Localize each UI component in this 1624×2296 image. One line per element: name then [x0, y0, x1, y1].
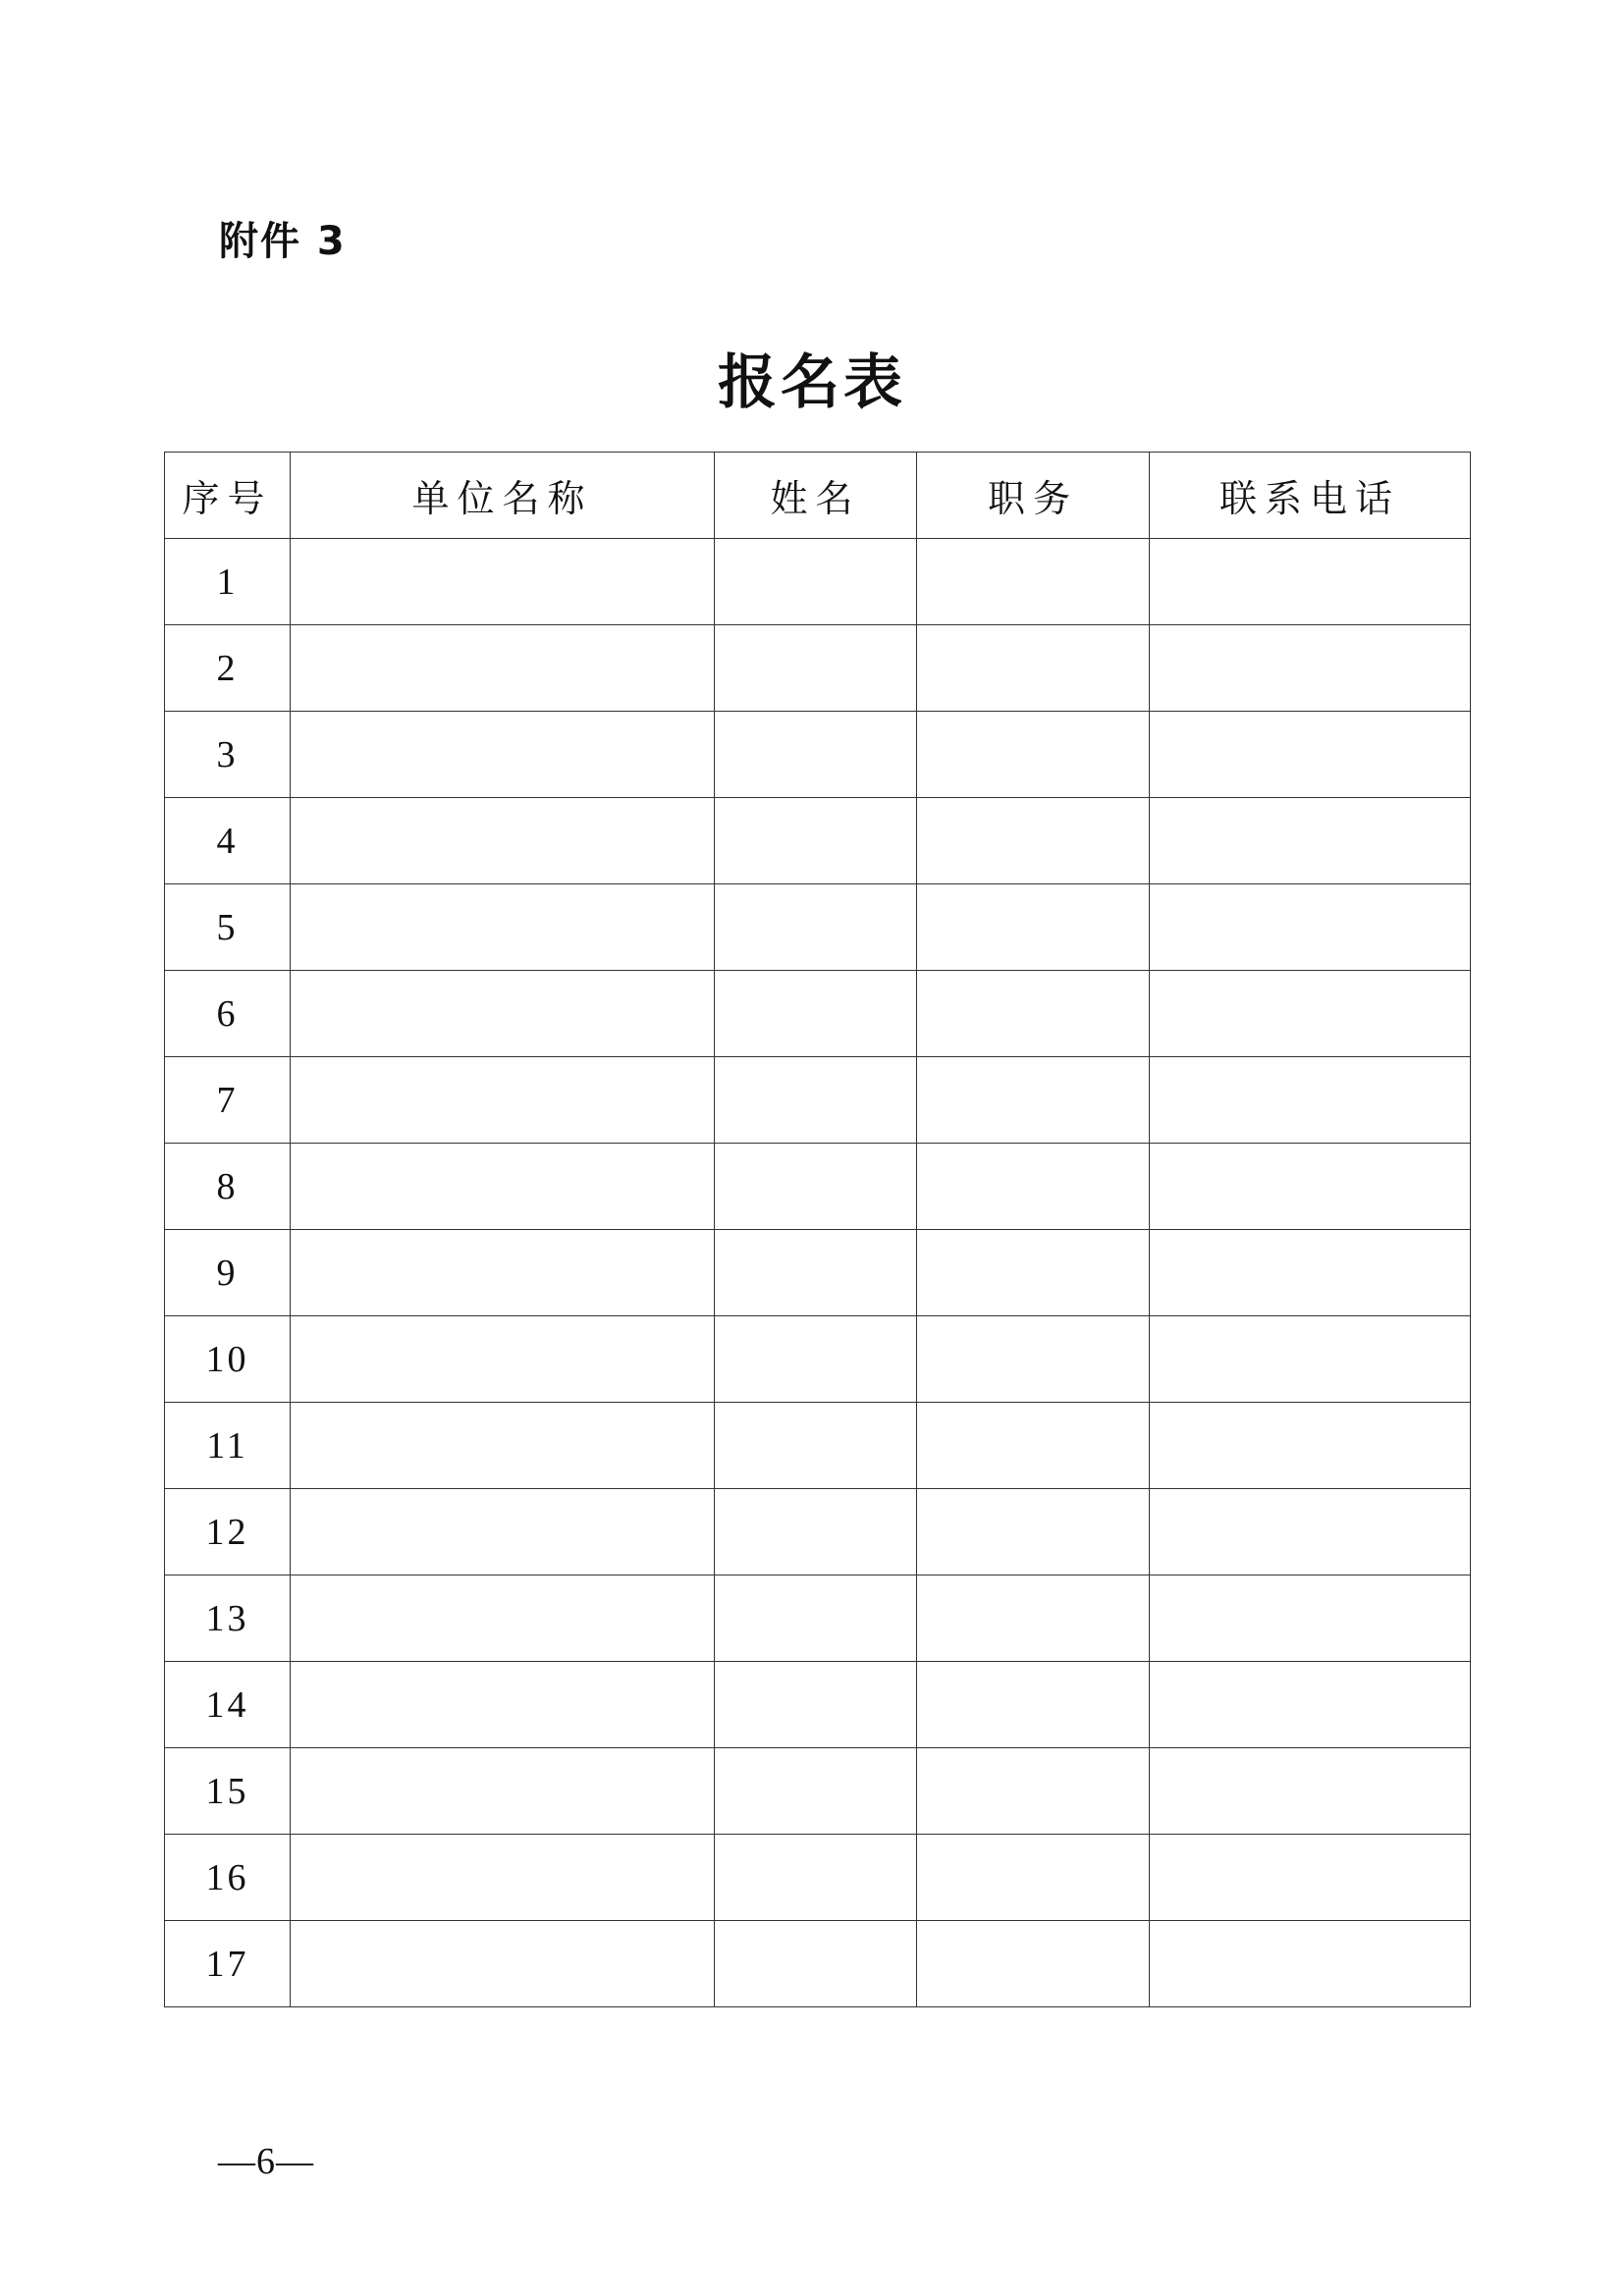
seq-cell: 4 [165, 798, 291, 884]
table-row [165, 1921, 1471, 2007]
position-cell[interactable] [917, 712, 1150, 798]
table-row [165, 1489, 1471, 1575]
name-cell[interactable] [715, 1748, 917, 1835]
table-row [165, 971, 1471, 1057]
seq-cell: 3 [165, 712, 291, 798]
table-row [165, 1057, 1471, 1144]
organization-cell[interactable] [291, 539, 715, 625]
position-cell[interactable] [917, 1662, 1150, 1748]
table-row [165, 1662, 1471, 1748]
table-row [165, 884, 1471, 971]
table-row [165, 1316, 1471, 1403]
table-row [165, 1403, 1471, 1489]
attachment-label: 附件 3 [219, 219, 347, 264]
name-cell[interactable] [715, 798, 917, 884]
name-cell[interactable] [715, 625, 917, 712]
table-row [165, 798, 1471, 884]
header-name: 姓名 [715, 453, 917, 539]
seq-cell: 6 [165, 971, 291, 1057]
organization-cell[interactable] [291, 1921, 715, 2007]
name-cell[interactable] [715, 884, 917, 971]
organization-cell[interactable] [291, 712, 715, 798]
table-row [165, 625, 1471, 712]
header-organization: 单位名称 [291, 453, 715, 539]
position-cell[interactable] [917, 1748, 1150, 1835]
position-cell[interactable] [917, 1835, 1150, 1921]
position-cell[interactable] [917, 1575, 1150, 1662]
position-cell[interactable] [917, 1144, 1150, 1230]
header-seq: 序号 [165, 453, 291, 539]
position-cell[interactable] [917, 1057, 1150, 1144]
organization-cell[interactable] [291, 1489, 715, 1575]
table-row [165, 1144, 1471, 1230]
organization-cell[interactable] [291, 1144, 715, 1230]
name-cell[interactable] [715, 1662, 917, 1748]
table-row [165, 1230, 1471, 1316]
name-cell[interactable] [715, 1403, 917, 1489]
phone-cell[interactable] [1150, 712, 1471, 798]
table-row [165, 712, 1471, 798]
organization-cell[interactable] [291, 971, 715, 1057]
page-title: 报名表 [718, 348, 906, 417]
phone-cell[interactable] [1150, 1662, 1471, 1748]
seq-cell: 9 [165, 1230, 291, 1316]
organization-cell[interactable] [291, 1403, 715, 1489]
phone-cell[interactable] [1150, 1230, 1471, 1316]
position-cell[interactable] [917, 1921, 1150, 2007]
phone-cell[interactable] [1150, 1835, 1471, 1921]
seq-cell: 13 [165, 1575, 291, 1662]
table-row [165, 539, 1471, 625]
position-cell[interactable] [917, 1230, 1150, 1316]
seq-cell: 10 [165, 1316, 291, 1403]
seq-cell: 7 [165, 1057, 291, 1144]
phone-cell[interactable] [1150, 625, 1471, 712]
phone-cell[interactable] [1150, 1057, 1471, 1144]
name-cell[interactable] [715, 1489, 917, 1575]
seq-cell: 14 [165, 1662, 291, 1748]
phone-cell[interactable] [1150, 1489, 1471, 1575]
table-header-row [165, 453, 1471, 539]
position-cell[interactable] [917, 884, 1150, 971]
name-cell[interactable] [715, 1316, 917, 1403]
seq-cell: 12 [165, 1489, 291, 1575]
phone-cell[interactable] [1150, 539, 1471, 625]
seq-cell: 15 [165, 1748, 291, 1835]
position-cell[interactable] [917, 625, 1150, 712]
seq-cell: 17 [165, 1921, 291, 2007]
position-cell[interactable] [917, 971, 1150, 1057]
organization-cell[interactable] [291, 1835, 715, 1921]
organization-cell[interactable] [291, 1316, 715, 1403]
position-cell[interactable] [917, 798, 1150, 884]
name-cell[interactable] [715, 1921, 917, 2007]
organization-cell[interactable] [291, 884, 715, 971]
organization-cell[interactable] [291, 1230, 715, 1316]
position-cell[interactable] [917, 1489, 1150, 1575]
phone-cell[interactable] [1150, 1575, 1471, 1662]
header-phone: 联系电话 [1150, 453, 1471, 539]
table-row [165, 1748, 1471, 1835]
seq-cell: 16 [165, 1835, 291, 1921]
name-cell[interactable] [715, 1057, 917, 1144]
signup-table [164, 452, 1471, 2007]
position-cell[interactable] [917, 539, 1150, 625]
name-cell[interactable] [715, 971, 917, 1057]
seq-cell: 5 [165, 884, 291, 971]
organization-cell[interactable] [291, 625, 715, 712]
phone-cell[interactable] [1150, 1316, 1471, 1403]
header-position: 职务 [917, 453, 1150, 539]
name-cell[interactable] [715, 712, 917, 798]
name-cell[interactable] [715, 539, 917, 625]
page-number: —6— [218, 2141, 314, 2182]
seq-cell: 8 [165, 1144, 291, 1230]
phone-cell[interactable] [1150, 1921, 1471, 2007]
seq-cell: 2 [165, 625, 291, 712]
phone-cell[interactable] [1150, 1144, 1471, 1230]
position-cell[interactable] [917, 1316, 1150, 1403]
seq-cell: 11 [165, 1403, 291, 1489]
organization-cell[interactable] [291, 1662, 715, 1748]
organization-cell[interactable] [291, 1575, 715, 1662]
table-row [165, 1575, 1471, 1662]
phone-cell[interactable] [1150, 1748, 1471, 1835]
seq-cell: 1 [165, 539, 291, 625]
table-row [165, 1835, 1471, 1921]
phone-cell[interactable] [1150, 798, 1471, 884]
name-cell[interactable] [715, 1835, 917, 1921]
phone-cell[interactable] [1150, 1403, 1471, 1489]
name-cell[interactable] [715, 1144, 917, 1230]
phone-cell[interactable] [1150, 884, 1471, 971]
name-cell[interactable] [715, 1230, 917, 1316]
organization-cell[interactable] [291, 798, 715, 884]
organization-cell[interactable] [291, 1748, 715, 1835]
organization-cell[interactable] [291, 1057, 715, 1144]
name-cell[interactable] [715, 1575, 917, 1662]
position-cell[interactable] [917, 1403, 1150, 1489]
phone-cell[interactable] [1150, 971, 1471, 1057]
